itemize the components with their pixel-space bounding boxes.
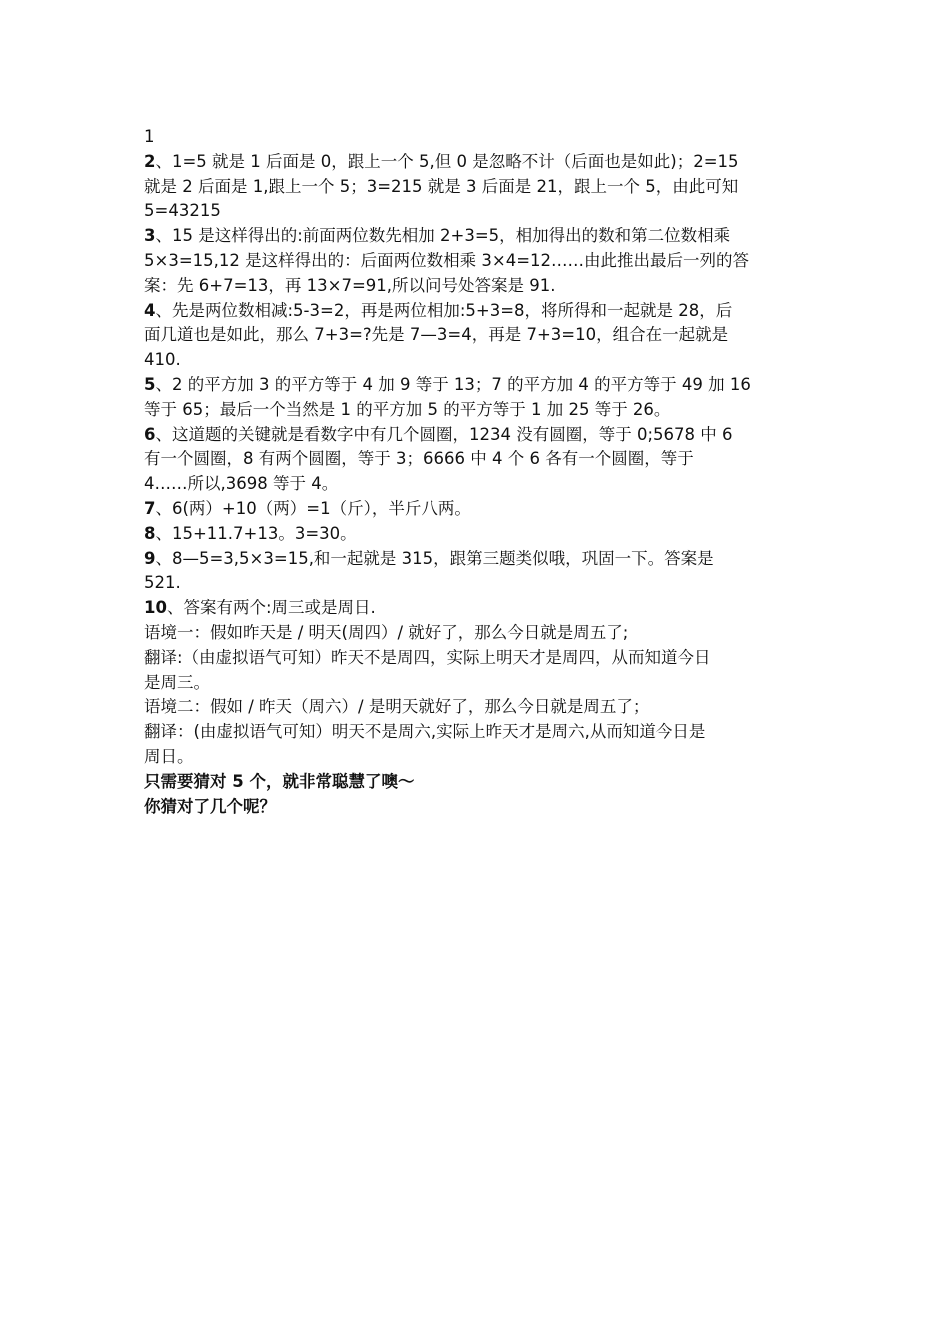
answer-number: 10: [144, 598, 167, 618]
answer-text: 、15+11.7+13。3=30。: [155, 523, 357, 543]
answer-text: 、1=5 就是 1 后面是 0，跟上一个 5,但 0 是忽略不计（后面也是如此)；2=15: [155, 151, 739, 171]
answer-item-8: [144, 522, 814, 547]
answer-number: 5: [144, 374, 156, 394]
answer-text: 、8—5=3,5×3=15,和一起就是 315，跟第三题类似哦，巩固一下。答案是: [155, 548, 714, 568]
context-line: 周日。: [144, 746, 194, 766]
answer-line: 有一个圆圈，8 有两个圆圈，等于 3；6666 中 4 个 6 各有一个圆圈，等于: [144, 449, 694, 469]
answer-item-3: [144, 224, 814, 298]
answer-line: [144, 299, 814, 324]
answer-line: [144, 522, 814, 547]
answer-text: 、6(两）+10（两）=1（斤），半斤八两。: [155, 498, 471, 518]
answer-line: [144, 547, 814, 572]
answer-number: 7: [144, 498, 156, 518]
answer-text: 、先是两位数相减:5-3=2，再是两位相加:5+3=8，将所得和一起就是 28，后: [155, 300, 733, 320]
answer-text: 、2 的平方加 3 的平方等于 4 加 9 等于 13；7 的平方加 4 的平方等于 49 加 16: [155, 374, 751, 394]
closing-line: 只需要猜对 5 个，就非常聪慧了噢～: [144, 771, 415, 791]
answer-line: 521.: [144, 573, 181, 593]
answer-line: 410.: [144, 350, 181, 370]
context-line: 语境二：假如 / 昨天（周六）/ 是明天就好了，那么今日就是周五了；: [144, 697, 650, 717]
answer-line: 面几道也是如此，那么 7+3=?先是 7—3=4，再是 7+3=10，组合在一起就是: [144, 325, 729, 345]
answer-item-9: [144, 547, 814, 597]
answer-line: [144, 150, 814, 175]
answer-line: 5=43215: [144, 201, 221, 221]
answer-line: 4……所以,3698 等于 4。: [144, 474, 339, 494]
document-page: [144, 125, 814, 819]
answer-number: 9: [144, 548, 156, 568]
answer-line: [144, 224, 814, 249]
answer-number: 8: [144, 523, 156, 543]
answer-line: [144, 596, 814, 621]
answer-number: 3: [144, 226, 156, 246]
closing-remarks: [144, 770, 814, 820]
answer-line: 等于 65；最后一个当然是 1 的平方加 5 的平方等于 1 加 25 等于 26。: [144, 399, 671, 419]
answer-item-4: [144, 299, 814, 373]
closing-line: 你猜对了几个呢？: [144, 796, 276, 816]
answer-number: 2: [144, 151, 156, 171]
answer-text: 、答案有两个:周三或是周日.: [166, 598, 376, 618]
answer-text: 、这道题的关键就是看数字中有几个圆圈，1234 没有圆圈，等于 0;5678 中 6: [155, 424, 733, 444]
answer-item-7: [144, 497, 814, 522]
answer-item-2: [144, 150, 814, 224]
context-line: 是周三。: [144, 672, 210, 692]
answer-line: 5×3=15,12 是这样得出的：后面两位数相乘 3×4=12……由此推出最后一列的答: [144, 250, 750, 270]
answer-item-5: [144, 373, 814, 423]
answer-line: [144, 497, 814, 522]
answer-number: 4: [144, 300, 156, 320]
context-line: 翻译:（由虚拟语气可知）昨天不是周四，实际上明天才是周四，从而知道今日: [144, 647, 711, 667]
answer-item-10: [144, 596, 814, 621]
answer-number: 6: [144, 424, 156, 444]
first-line: 1: [144, 127, 155, 146]
answer-line: [144, 373, 814, 398]
answer-line: 就是 2 后面是 1,跟上一个 5；3=215 就是 3 后面是 21，跟上一个 5，由此可知: [144, 176, 739, 196]
answer-item-6: [144, 423, 814, 497]
answer-line: [144, 423, 814, 448]
context-line: 翻译：(由虚拟语气可知）明天不是周六,实际上昨天才是周六,从而知道今日是: [144, 722, 706, 742]
context-line: 语境一：假如昨天是 / 明天(周四）/ 就好了，那么今日就是周五了;: [144, 622, 629, 642]
answer-line: 案：先 6+7=13，再 13×7=91,所以问号处答案是 91.: [144, 275, 556, 295]
answer-text: 、15 是这样得出的:前面两位数先相加 2+3=5，相加得出的数和第二位数相乘: [155, 226, 731, 246]
context-explanations: [144, 621, 814, 770]
